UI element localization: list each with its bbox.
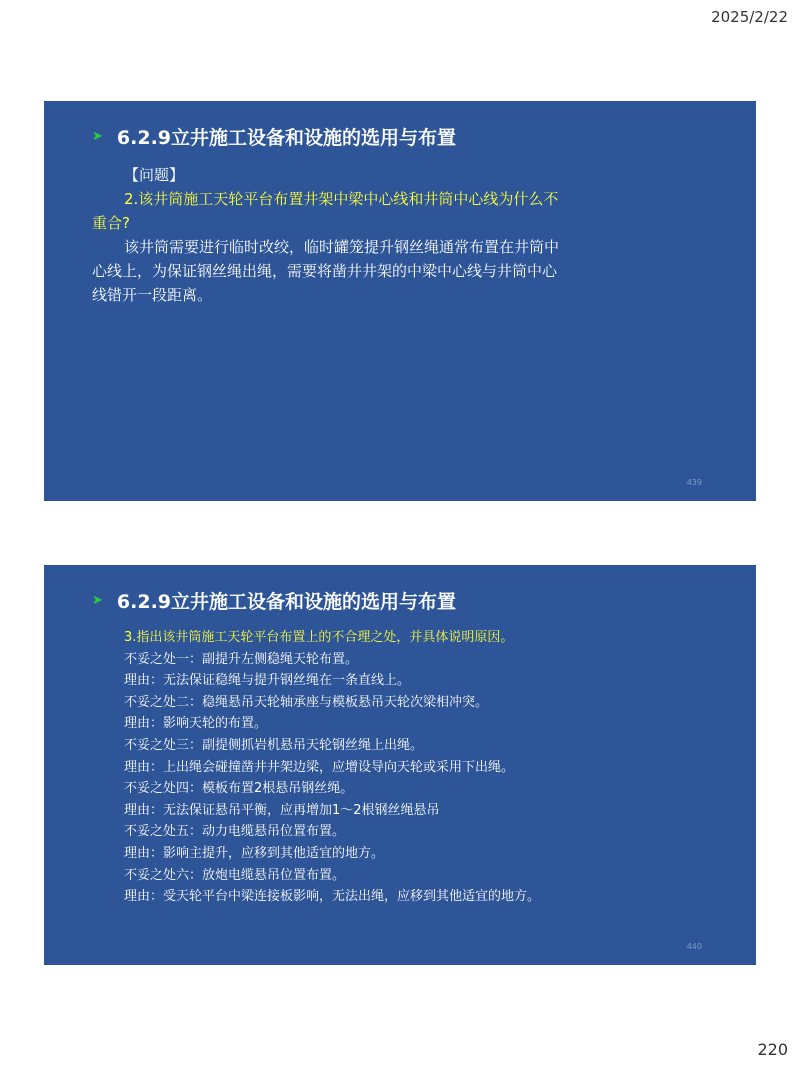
- answer-text: 该井筒需要进行临时改绞，临时罐笼提升钢丝绳通常布置在井筒中心线上，为保证钢丝绳出绳，需要将凿井井架的中梁中心线与井筒中心线错开一段距离。: [92, 238, 560, 304]
- arrow-bullet-icon: ➤: [92, 129, 103, 144]
- slide-body: [92, 627, 576, 908]
- slide-number: 440: [686, 942, 702, 951]
- question-heading: 【问题】: [124, 166, 185, 184]
- slide-title-text: 6.2.9立井施工设备和设施的选用与布置: [116, 127, 457, 149]
- list-item: 不妥之处五：动力电缆悬吊位置布置。: [124, 824, 346, 840]
- slide-title: [92, 123, 456, 150]
- list-item: 理由：上出绳会碰撞凿井井架边梁，应增设导向天轮或采用下出绳。: [124, 759, 515, 775]
- list-item: 不妥之处二：稳绳悬吊天轮轴承座与模板悬吊天轮次梁相冲突。: [124, 694, 489, 710]
- slide-439: [44, 101, 756, 501]
- list-item: 不妥之处一：副提升左侧稳绳天轮布置。: [124, 651, 359, 667]
- list-item: 理由：影响主提升，应移到其他适宜的地方。: [124, 845, 385, 861]
- list-item: 理由：影响天轮的布置。: [124, 716, 268, 732]
- question-text: 2.该井筒施工天轮平台布置井架中梁中心线和井筒中心线为什么不重合?: [92, 190, 559, 232]
- question-text: 3.指出该井筒施工天轮平台布置上的不合理之处，并具体说明原因。: [124, 630, 514, 645]
- page-number: 220: [757, 1040, 788, 1059]
- list-item: 不妥之处三：副提侧抓岩机悬吊天轮钢丝绳上出绳。: [124, 737, 424, 753]
- slide-number: 439: [686, 478, 702, 487]
- slide-body: [92, 163, 570, 307]
- slide-title-text: 6.2.9立井施工设备和设施的选用与布置: [116, 591, 457, 613]
- list-item: 不妥之处六：放炮电缆悬吊位置布置。: [124, 867, 346, 883]
- list-item: 不妥之处四：模板布置2根悬吊钢丝绳。: [124, 781, 354, 797]
- list-item: 理由：无法保证稳绳与提升钢丝绳在一条直线上。: [124, 673, 411, 689]
- slide-440: [44, 565, 756, 965]
- list-item: 理由：受天轮平台中梁连接板影响，无法出绳，应移到其他适宜的地方。: [124, 889, 541, 905]
- list-item: 理由：无法保证悬吊平衡，应再增加1～2根钢丝绳悬吊: [124, 802, 440, 818]
- slide-title: [92, 587, 456, 614]
- page-date: 2025/2/22: [711, 8, 788, 26]
- arrow-bullet-icon: ➤: [92, 593, 103, 608]
